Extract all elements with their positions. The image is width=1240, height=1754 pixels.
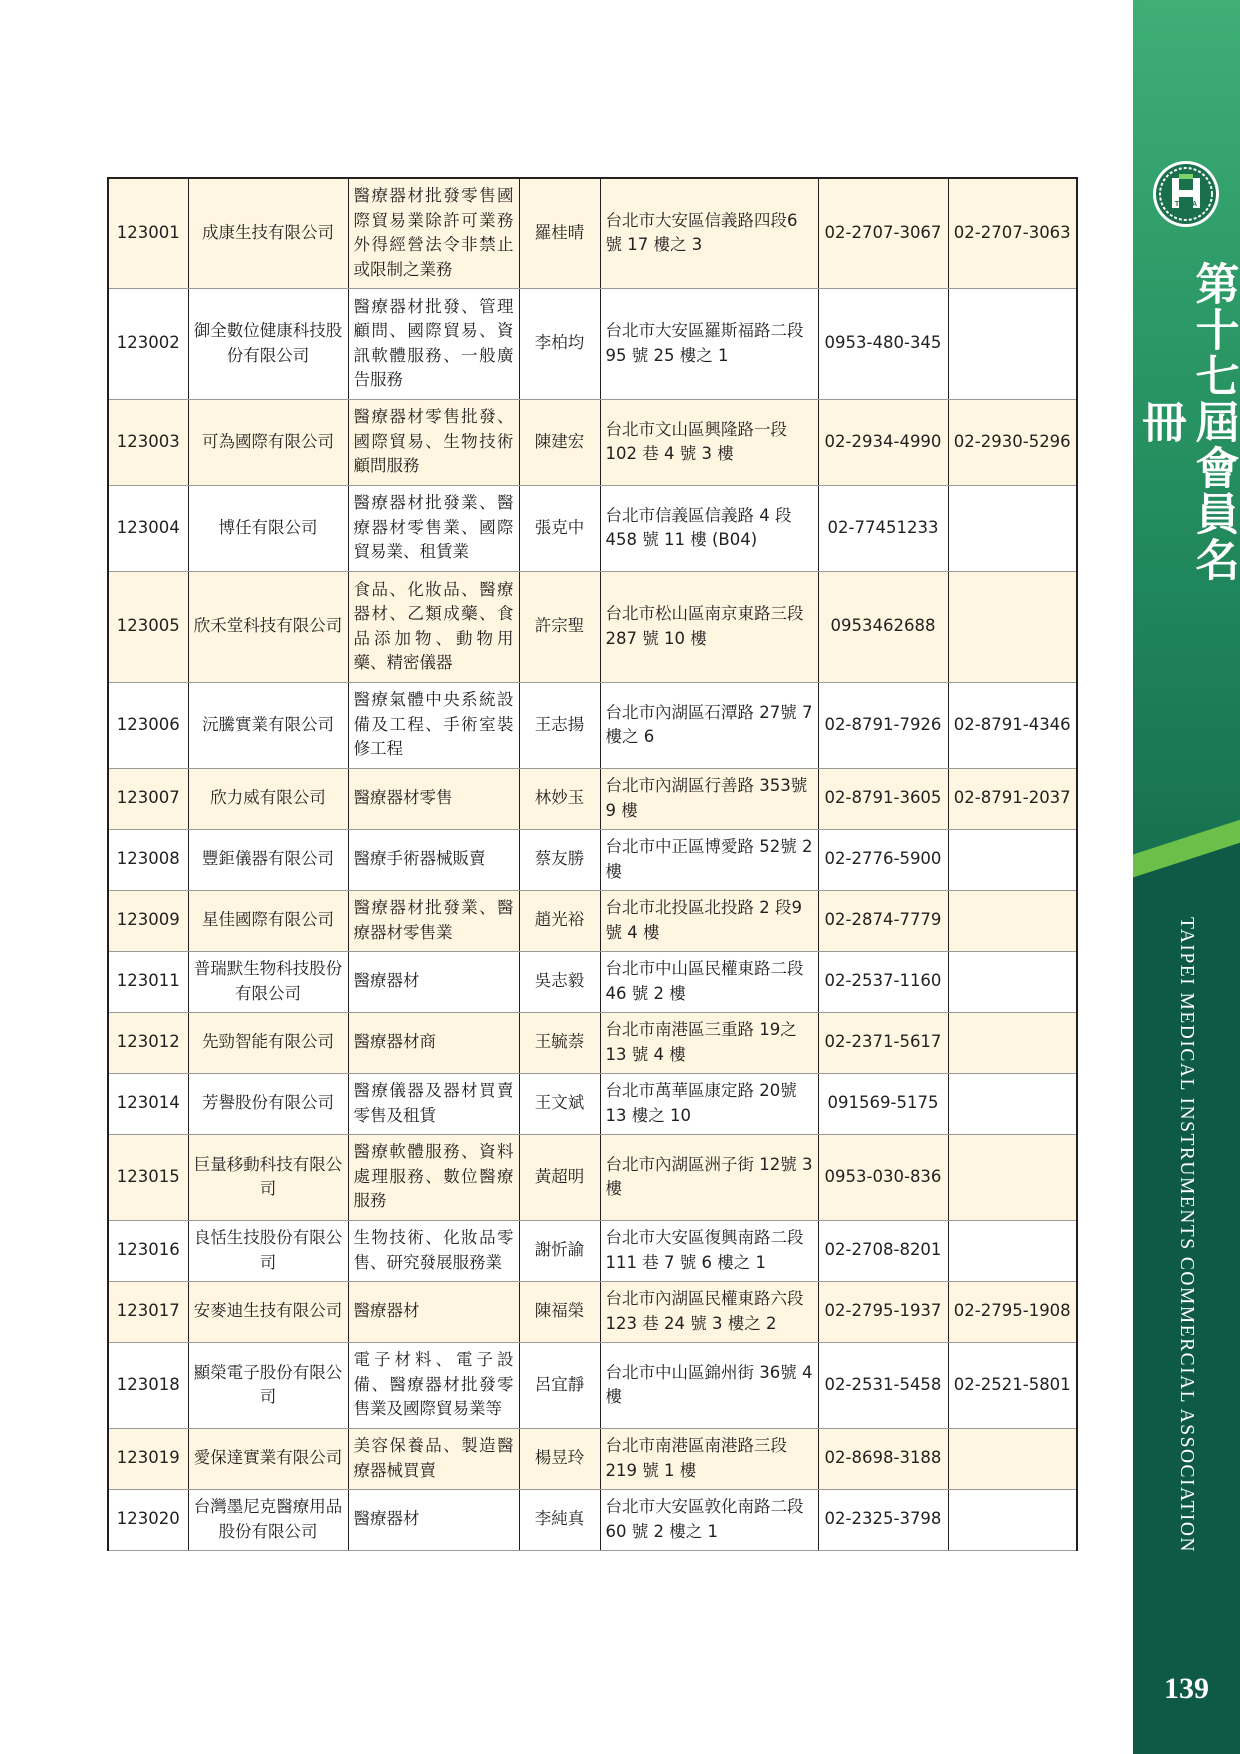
member-number: 123015 <box>108 1134 188 1220</box>
company-name: 御全數位健康科技股份有限公司 <box>188 288 348 399</box>
address: 台北市中正區博愛路 52號 2 樓 <box>600 829 818 890</box>
business-scope: 醫療軟體服務、資料處理服務、數位醫療服務 <box>348 1134 519 1220</box>
member-table-body <box>108 178 1077 1550</box>
table-row <box>108 399 1077 485</box>
company-name: 安麥迪生技有限公司 <box>188 1281 348 1342</box>
association-english-name: TAIPEI MEDICAL INSTRUMENTS COMMERCIAL ASSOCIATION <box>1176 917 1197 1554</box>
company-name: 沅騰實業有限公司 <box>188 682 348 768</box>
company-name: 愛保達實業有限公司 <box>188 1428 348 1489</box>
representative: 吳志毅 <box>519 951 600 1012</box>
phone: 02-2776-5900 <box>818 829 948 890</box>
address: 台北市北投區北投路 2 段9 號 4 樓 <box>600 890 818 951</box>
fax <box>948 1134 1077 1220</box>
fax <box>948 1428 1077 1489</box>
address: 台北市大安區敦化南路二段 60 號 2 樓之 1 <box>600 1489 818 1550</box>
phone: 02-2795-1937 <box>818 1281 948 1342</box>
phone: 0953462688 <box>818 571 948 682</box>
business-scope: 生物技術、化妝品零售、研究發展服務業 <box>348 1220 519 1281</box>
phone: 0953-030-836 <box>818 1134 948 1220</box>
table-row <box>108 890 1077 951</box>
directory-title: 第十七屆會員名冊 <box>1134 261 1239 583</box>
address: 台北市內湖區石潭路 27號 7 樓之 6 <box>600 682 818 768</box>
address: 台北市大安區羅斯福路二段 95 號 25 樓之 1 <box>600 288 818 399</box>
business-scope: 醫療器材批發零售國際貿易業除許可業務外得經營法令非禁止或限制之業務 <box>348 178 519 288</box>
fax <box>948 1489 1077 1550</box>
phone: 02-2531-5458 <box>818 1342 948 1428</box>
logo-text: TMICA <box>1174 201 1198 208</box>
company-name: 可為國際有限公司 <box>188 399 348 485</box>
phone: 091569-5175 <box>818 1073 948 1134</box>
business-scope: 美容保養品、製造醫療器械買賣 <box>348 1428 519 1489</box>
phone: 02-2371-5617 <box>818 1012 948 1073</box>
phone: 02-77451233 <box>818 485 948 571</box>
company-name: 巨量移動科技有限公司 <box>188 1134 348 1220</box>
representative: 陳建宏 <box>519 399 600 485</box>
business-scope: 醫療器材 <box>348 1281 519 1342</box>
company-name: 芳譽股份有限公司 <box>188 1073 348 1134</box>
phone: 02-2874-7779 <box>818 890 948 951</box>
member-number: 123009 <box>108 890 188 951</box>
company-name: 台灣墨尼克醫療用品股份有限公司 <box>188 1489 348 1550</box>
table-row <box>108 768 1077 829</box>
representative: 趙光裕 <box>519 890 600 951</box>
representative: 李柏均 <box>519 288 600 399</box>
member-number: 123014 <box>108 1073 188 1134</box>
company-name: 良恬生技股份有限公司 <box>188 1220 348 1281</box>
business-scope: 醫療儀器及器材買賣零售及租賃 <box>348 1073 519 1134</box>
company-name: 成康生技有限公司 <box>188 178 348 288</box>
business-scope: 醫療器材零售批發、國際貿易、生物技術顧問服務 <box>348 399 519 485</box>
fax <box>948 1073 1077 1134</box>
business-scope: 電子材料、電子設備、醫療器材批發零售業及國際貿易業等 <box>348 1342 519 1428</box>
table-row <box>108 1342 1077 1428</box>
member-number: 123003 <box>108 399 188 485</box>
member-number: 123011 <box>108 951 188 1012</box>
phone: 02-2325-3798 <box>818 1489 948 1550</box>
fax <box>948 1220 1077 1281</box>
representative: 林妙玉 <box>519 768 600 829</box>
business-scope: 醫療器材 <box>348 1489 519 1550</box>
fax: 02-8791-4346 <box>948 682 1077 768</box>
address: 台北市大安區信義路四段6 號 17 樓之 3 <box>600 178 818 288</box>
company-name: 普瑞默生物科技股份有限公司 <box>188 951 348 1012</box>
representative: 王志揚 <box>519 682 600 768</box>
company-name: 博任有限公司 <box>188 485 348 571</box>
table-row <box>108 1428 1077 1489</box>
page-number: 139 <box>1164 1672 1209 1705</box>
company-name: 顯榮電子股份有限公司 <box>188 1342 348 1428</box>
side-band <box>1133 0 1240 1754</box>
address: 台北市文山區興隆路一段102 巷 4 號 3 樓 <box>600 399 818 485</box>
table-row <box>108 1281 1077 1342</box>
address: 台北市萬華區康定路 20號 13 樓之 10 <box>600 1073 818 1134</box>
business-scope: 醫療器材批發、管理顧問、國際貿易、資訊軟體服務、一般廣告服務 <box>348 288 519 399</box>
fax <box>948 829 1077 890</box>
address: 台北市內湖區洲子街 12號 3 樓 <box>600 1134 818 1220</box>
member-number: 123005 <box>108 571 188 682</box>
address: 台北市南港區南港路三段219 號 1 樓 <box>600 1428 818 1489</box>
phone: 02-8791-7926 <box>818 682 948 768</box>
representative: 王毓萘 <box>519 1012 600 1073</box>
company-name: 星佳國際有限公司 <box>188 890 348 951</box>
fax <box>948 951 1077 1012</box>
table-row <box>108 288 1077 399</box>
member-number: 123018 <box>108 1342 188 1428</box>
table-row <box>108 1073 1077 1134</box>
address: 台北市信義區信義路 4 段458 號 11 樓 (B04) <box>600 485 818 571</box>
business-scope: 醫療手術器械販賣 <box>348 829 519 890</box>
member-table <box>107 177 1078 1551</box>
company-name: 先勁智能有限公司 <box>188 1012 348 1073</box>
member-number: 123016 <box>108 1220 188 1281</box>
fax: 02-2930-5296 <box>948 399 1077 485</box>
fax: 02-2795-1908 <box>948 1281 1077 1342</box>
representative: 黃超明 <box>519 1134 600 1220</box>
table-row <box>108 682 1077 768</box>
address: 台北市松山區南京東路三段 287 號 10 樓 <box>600 571 818 682</box>
address: 台北市中山區民權東路二段 46 號 2 樓 <box>600 951 818 1012</box>
representative: 李純真 <box>519 1489 600 1550</box>
table-row <box>108 1220 1077 1281</box>
table-row <box>108 1489 1077 1550</box>
company-name: 欣禾堂科技有限公司 <box>188 571 348 682</box>
fax: 02-8791-2037 <box>948 768 1077 829</box>
member-number: 123020 <box>108 1489 188 1550</box>
fax <box>948 571 1077 682</box>
representative: 羅桂晴 <box>519 178 600 288</box>
band-title-wrap <box>1133 252 1240 592</box>
member-number: 123019 <box>108 1428 188 1489</box>
address: 台北市中山區錦州街 36號 4 樓 <box>600 1342 818 1428</box>
fax: 02-2521-5801 <box>948 1342 1077 1428</box>
phone: 02-8791-3605 <box>818 768 948 829</box>
fax <box>948 1012 1077 1073</box>
representative: 王文斌 <box>519 1073 600 1134</box>
business-scope: 醫療氣體中央系統設備及工程、手術室裝修工程 <box>348 682 519 768</box>
member-number: 123001 <box>108 178 188 288</box>
representative: 謝忻諭 <box>519 1220 600 1281</box>
address: 台北市大安區復興南路二段 111 巷 7 號 6 樓之 1 <box>600 1220 818 1281</box>
table-row <box>108 485 1077 571</box>
association-logo-icon <box>1150 158 1222 230</box>
member-number: 123008 <box>108 829 188 890</box>
member-number: 123017 <box>108 1281 188 1342</box>
business-scope: 醫療器材批發業、醫療器材零售業 <box>348 890 519 951</box>
phone: 02-2537-1160 <box>818 951 948 1012</box>
address: 台北市內湖區行善路 353號 9 樓 <box>600 768 818 829</box>
fax <box>948 288 1077 399</box>
fax: 02-2707-3063 <box>948 178 1077 288</box>
phone: 0953-480-345 <box>818 288 948 399</box>
representative: 蔡友勝 <box>519 829 600 890</box>
table-row <box>108 571 1077 682</box>
representative: 張克中 <box>519 485 600 571</box>
table-row <box>108 951 1077 1012</box>
address: 台北市南港區三重路 19之 13 號 4 樓 <box>600 1012 818 1073</box>
company-name: 豐鉅儀器有限公司 <box>188 829 348 890</box>
representative: 呂宜靜 <box>519 1342 600 1428</box>
table-row <box>108 178 1077 288</box>
phone: 02-2707-3067 <box>818 178 948 288</box>
representative: 許宗聖 <box>519 571 600 682</box>
representative: 楊昱玲 <box>519 1428 600 1489</box>
table-row <box>108 1134 1077 1220</box>
member-number: 123006 <box>108 682 188 768</box>
table-row <box>108 1012 1077 1073</box>
business-scope: 醫療器材批發業、醫療器材零售業、國際貿易業、租賃業 <box>348 485 519 571</box>
member-number: 123012 <box>108 1012 188 1073</box>
address: 台北市內湖區民權東路六段 123 巷 24 號 3 樓之 2 <box>600 1281 818 1342</box>
fax <box>948 485 1077 571</box>
business-scope: 醫療器材零售 <box>348 768 519 829</box>
member-number: 123004 <box>108 485 188 571</box>
phone: 02-8698-3188 <box>818 1428 948 1489</box>
member-number: 123007 <box>108 768 188 829</box>
company-name: 欣力威有限公司 <box>188 768 348 829</box>
phone: 02-2934-4990 <box>818 399 948 485</box>
fax <box>948 890 1077 951</box>
business-scope: 食品、化妝品、醫療器材、乙類成藥、食品添加物、動物用藥、精密儀器 <box>348 571 519 682</box>
representative: 陳福榮 <box>519 1281 600 1342</box>
business-scope: 醫療器材 <box>348 951 519 1012</box>
phone: 02-2708-8201 <box>818 1220 948 1281</box>
table-row <box>108 829 1077 890</box>
business-scope: 醫療器材商 <box>348 1012 519 1073</box>
member-number: 123002 <box>108 288 188 399</box>
